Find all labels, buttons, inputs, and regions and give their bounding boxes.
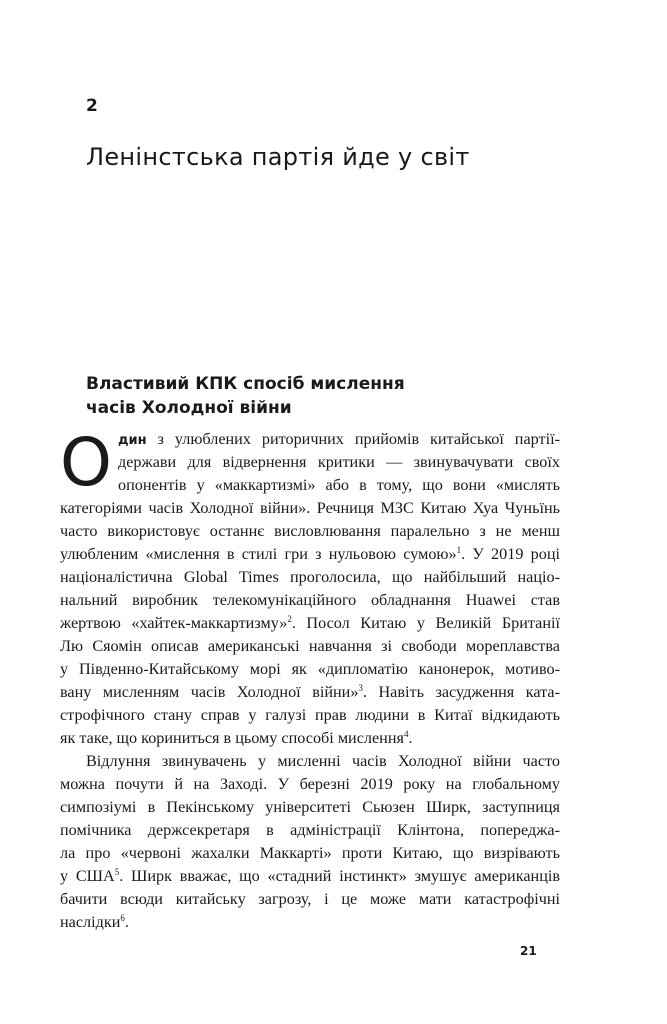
- text-span: .: [124, 913, 129, 931]
- text-line: [60, 865, 560, 888]
- text-line: Лю Сяомін описав американські навчання зі свободи мореплавства: [60, 637, 560, 655]
- section-heading-line-2: часів Холодної війни: [86, 398, 292, 418]
- text-line: [60, 911, 560, 934]
- footnote-ref: 1: [456, 545, 462, 555]
- text-line: у Південно-Китайському морі як «дипломатію канонерок, мотиво-: [60, 660, 560, 678]
- text-line: [60, 727, 560, 750]
- text-line: націоналістична Global Times проголосила, що найбільший націо-: [60, 568, 560, 586]
- section-heading: [86, 372, 556, 420]
- text-line: [60, 681, 560, 704]
- text-span: жертвою «хайтек-маккартизму»: [60, 614, 288, 632]
- text-span: у США: [60, 867, 115, 885]
- text-span: вану мисленням часів Холодної війни»: [60, 683, 359, 701]
- text-line: категоріями часів Холодної війни». Речниця МЗС Китаю Хуа Чуньїнь: [60, 499, 560, 517]
- text-line: ла про «червоні жахалки Маккарті» проти Китаю, що визрівають: [60, 844, 560, 862]
- footnote-ref: 4: [403, 729, 409, 739]
- text-line: [60, 543, 560, 566]
- paragraph-2: [60, 750, 560, 934]
- footnote-ref: 3: [358, 683, 363, 693]
- text-line: часто використовує останнє висловлювання паралельно з не менш: [60, 522, 560, 540]
- text-span: . Ширк вважає, що «стадний інстинкт» змушує американців: [119, 867, 560, 885]
- text-line: опонентів у «маккартизмі» або в тому, що вони «мислять: [118, 476, 560, 494]
- text-line: симпозіумі в Пекінському університеті Сьюзен Ширк, заступниця: [60, 798, 560, 816]
- text-line: можна почути й на Заході. У березні 2019 року на глобальному: [60, 775, 560, 793]
- text-span: наслідки: [60, 913, 121, 931]
- text-span: улюбленим «мислення в стилі гри з нульовою сумою»: [60, 545, 457, 563]
- section-heading-line-1: Властивий КПК спосіб мислення: [86, 374, 405, 394]
- page-number: 21: [520, 944, 537, 958]
- text-span: з улюблених риторичних прийомів китайської партії-: [146, 430, 560, 448]
- paragraph-1: [60, 424, 561, 750]
- footnote-ref: 6: [120, 913, 125, 923]
- chapter-number: 2: [86, 96, 98, 116]
- footnote-ref: 5: [114, 867, 120, 877]
- chapter-title: Ленінстська партія йде у світ: [86, 143, 470, 171]
- text-span: . У 2019 році: [461, 545, 561, 563]
- text-line: держави для відвернення критики — звинувачувати своїх: [118, 453, 560, 471]
- footnote-ref: 2: [287, 614, 292, 624]
- text-span: . Посол Китаю у Великій Британії: [291, 614, 560, 632]
- text-line: нальний виробник телекомунікаційного обладнання Huawei став: [60, 591, 560, 609]
- text-line: [60, 428, 560, 451]
- lead-word: дин: [118, 433, 147, 448]
- drop-cap: О: [60, 424, 112, 501]
- text-line: помічника держсекретаря в адміністрації Клінтона, попереджа-: [60, 821, 560, 839]
- body-text: [60, 424, 561, 934]
- text-span: .: [408, 729, 413, 747]
- text-line: бачити всюди китайську загрозу, і це може мати катастрофічні: [60, 890, 560, 908]
- text-span: . Навіть засудження ката-: [362, 683, 560, 701]
- text-span: як таке, що кориниться в цьому способі мислення: [60, 729, 404, 747]
- text-line: Відлуння звинувачень у мисленні часів Холодної війни часто: [86, 752, 560, 770]
- text-line: строфічного стану справ у галузі прав людини в Китаї відкидають: [60, 706, 560, 724]
- text-line: [60, 612, 560, 635]
